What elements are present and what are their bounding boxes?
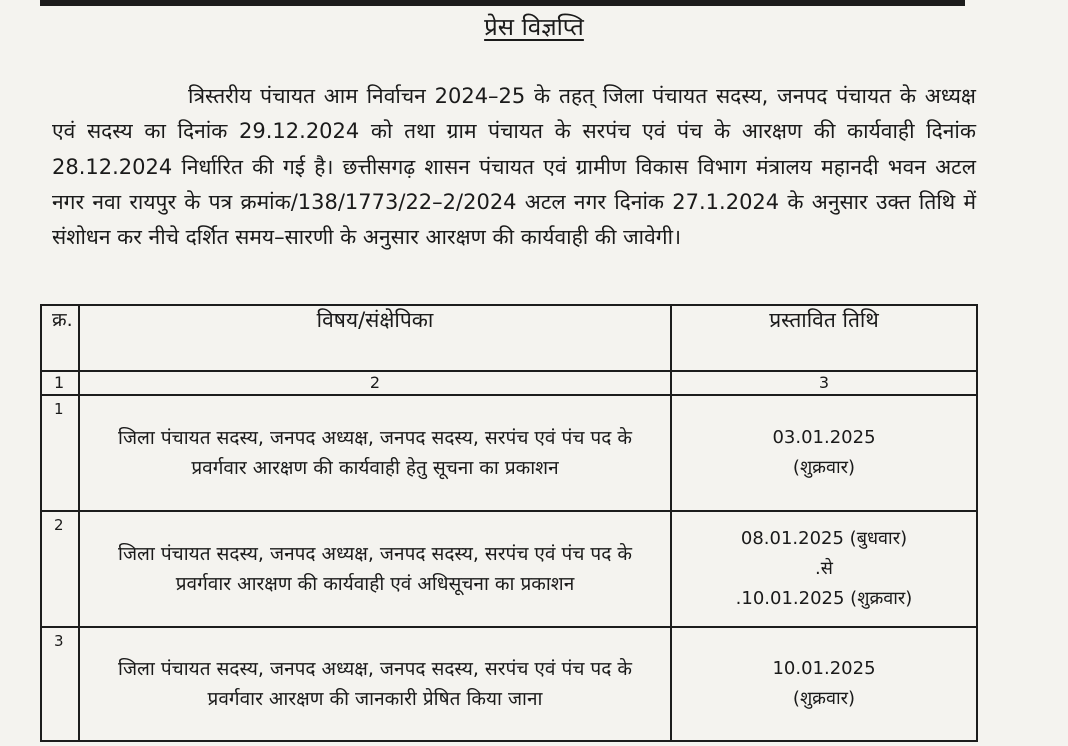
press-release-heading: [0, 12, 1068, 42]
date-day: (शुक्रवार): [792, 457, 856, 478]
row-proposed-date: [671, 511, 977, 627]
schedule-table: [40, 304, 978, 742]
row-subject: जिला पंचायत सदस्य, जनपद अध्यक्ष, जनपद सदस्य, सरपंच एवं पंच पद के प्रवर्गवार आरक्षण की कार्यवाही एवं अधिसूचना का प्रकाशन: [79, 511, 671, 627]
row-subject: जिला पंचायत सदस्य, जनपद अध्यक्ष, जनपद सदस्य, सरपंच एवं पंच पद के प्रवर्गवार आरक्षण की जानकारी प्रेषित किया जाना: [79, 627, 671, 741]
row-proposed-date: [671, 395, 977, 511]
table-row: [41, 395, 977, 511]
date-range-start: 08.01.2025 (बुधवार): [740, 528, 908, 549]
column-number-1: 1: [41, 371, 79, 395]
column-number-row: [41, 371, 977, 395]
date-range-separator: .से: [815, 558, 833, 579]
date-day: (शुक्रवार): [792, 688, 856, 709]
column-number-3: 3: [671, 371, 977, 395]
header-subject: विषय/संक्षेपिका: [79, 305, 671, 371]
date-line: 10.01.2025: [772, 658, 876, 679]
notice-paragraph: त्रिस्तरीय पंचायत आम निर्वाचन 2024–25 के तहत् जिला पंचायत सदस्य, जनपद पंचायत के अध्यक्ष एवं सदस्य का दिनांक 29.12.2024 को तथा ग्राम पंचायत के सरपंच एवं पंच के आरक्षण की कार्यवाही दिनांक 28.12.2024 निर्धारित की गई है। छत्तीसगढ़ शासन पंचायत एवं ग्रामीण विकास विभाग मंत्रालय महानदी भवन अटल नगर नवा रायपुर के पत्र क्रमांक/138/1773/22–2/2024 अटल नगर दिनांक 27.1.2024 के अनुसार उक्त तिथि में संशोधन कर नीचे दर्शित समय–सारणी के अनुसार आरक्षण की कार्यवाही की जावेगी।: [52, 84, 976, 250]
table-header-row: [41, 305, 977, 371]
table-row: [41, 627, 977, 741]
table-row: [41, 511, 977, 627]
row-serial-number: 3: [41, 627, 79, 741]
header-proposed-date: प्रस्तावित तिथि: [671, 305, 977, 371]
column-number-2: 2: [79, 371, 671, 395]
row-proposed-date: [671, 627, 977, 741]
press-release-title: प्रेस विज्ञप्ति: [484, 13, 584, 41]
top-border-rule: [40, 0, 965, 6]
row-subject: जिला पंचायत सदस्य, जनपद अध्यक्ष, जनपद सदस्य, सरपंच एवं पंच पद के प्रवर्गवार आरक्षण की कार्यवाही हेतु सूचना का प्रकाशन: [79, 395, 671, 511]
header-serial-number: क्र.: [41, 305, 79, 371]
row-serial-number: 2: [41, 511, 79, 627]
row-serial-number: 1: [41, 395, 79, 511]
date-range-end: .10.01.2025 (शुक्रवार): [735, 588, 913, 609]
date-line: 03.01.2025: [772, 427, 876, 448]
